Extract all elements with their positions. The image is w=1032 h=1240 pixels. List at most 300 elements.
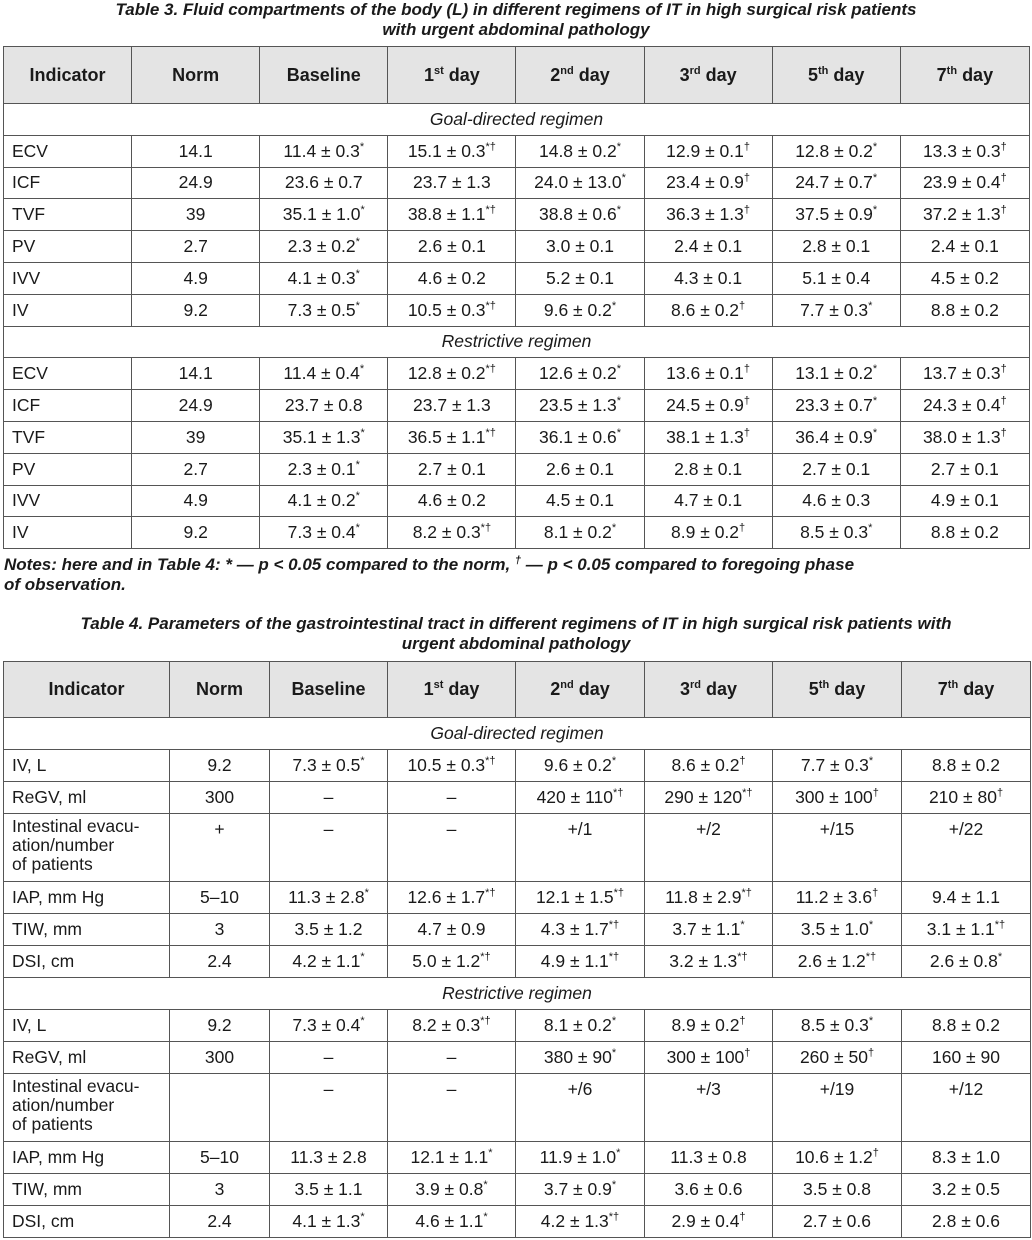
- table-cell: [516, 167, 644, 199]
- cell-significance-mark: *: [360, 755, 365, 768]
- table-row: [4, 358, 1030, 390]
- cell-value: 4.5 ± 0.1: [546, 490, 614, 511]
- row-indicator-line: Intestinal evacu-: [12, 1076, 140, 1096]
- section-title: Restrictive regimen: [4, 326, 1030, 358]
- table-cell: [772, 135, 900, 167]
- cell-value: 12.6 ± 0.2: [538, 363, 617, 384]
- table-row: [4, 1010, 1031, 1042]
- table-cell: [772, 294, 900, 326]
- cell-value: 36.1 ± 0.6: [538, 426, 617, 447]
- cell-value: 12.6 ± 1.7: [407, 887, 486, 907]
- table-cell: [900, 262, 1029, 294]
- column-header-suffix: rd: [689, 64, 701, 77]
- table-cell: [772, 199, 900, 231]
- column-header-after: day: [700, 64, 737, 85]
- cell-significance-mark: †: [743, 395, 751, 408]
- cell-significance-mark: †: [1000, 395, 1007, 408]
- cell-significance-mark: *†: [608, 951, 620, 964]
- row-indicator: ICF: [4, 167, 132, 199]
- table-cell: [645, 1042, 773, 1074]
- column-header: [645, 662, 773, 718]
- table-cell: [388, 1010, 516, 1042]
- table-row: [4, 294, 1030, 326]
- row-indicator: ICF: [4, 390, 132, 422]
- cell-significance-mark: †: [739, 1211, 746, 1224]
- cell-significance-mark: *: [616, 427, 621, 440]
- table-cell: [773, 1206, 902, 1238]
- cell-value: 300: [204, 1047, 235, 1067]
- cell-significance-mark: *: [488, 1147, 493, 1160]
- table-cell: [270, 750, 388, 782]
- cell-value: 13.1 ± 0.2: [795, 363, 873, 384]
- cell-value: 9.4 ± 1.1: [932, 887, 1000, 907]
- cell-significance-mark: †: [743, 363, 751, 376]
- cell-value: 36.5 ± 1.1: [407, 426, 486, 447]
- cell-value: 24.5 ± 0.9: [666, 395, 744, 416]
- cell-significance-mark: *: [359, 140, 365, 153]
- cell-value: 38.1 ± 1.3: [666, 426, 744, 447]
- cell-significance-mark: †: [743, 140, 751, 153]
- cell-significance-mark: †: [872, 787, 879, 800]
- notes-dagger: †: [514, 554, 522, 567]
- cell-significance-mark: *: [616, 395, 621, 408]
- table-cell: [644, 167, 772, 199]
- cell-significance-mark: *: [740, 919, 745, 932]
- table-cell: [900, 231, 1029, 263]
- cell-significance-mark: *: [868, 919, 874, 932]
- cell-value: 8.6 ± 0.2: [671, 299, 740, 320]
- table-cell: [516, 782, 645, 814]
- cell-significance-mark: *†: [741, 887, 752, 900]
- column-header-text: 3: [679, 679, 690, 699]
- cell-value: 3.2 ± 0.5: [932, 1179, 1000, 1199]
- table-cell: [388, 882, 516, 914]
- cell-significance-mark: *: [360, 427, 365, 440]
- cell-value: 11.3 ± 0.8: [670, 1147, 747, 1167]
- table-cell: [773, 814, 902, 882]
- table-cell: [170, 1074, 270, 1142]
- column-header: [773, 662, 902, 718]
- cell-value: 24.9: [178, 395, 213, 416]
- table-row: [4, 914, 1031, 946]
- cell-value: –: [446, 819, 457, 839]
- table-cell: [773, 1010, 902, 1042]
- notes-line1: [4, 555, 1004, 575]
- cell-significance-mark: *: [355, 490, 360, 503]
- cell-value: 2.6 ± 0.8: [929, 951, 998, 971]
- table-cell: [900, 421, 1029, 453]
- column-header-suffix: nd: [560, 679, 574, 691]
- table-cell: [773, 1074, 902, 1142]
- row-indicator-line: ation/number: [12, 1095, 115, 1115]
- table-cell: [170, 1042, 270, 1074]
- table-cell: [388, 1074, 516, 1142]
- cell-value: 13.7 ± 0.3: [922, 363, 1001, 384]
- cell-value: 420 ± 110: [536, 787, 614, 807]
- table-row: [4, 1142, 1031, 1174]
- table-cell: [260, 135, 388, 167]
- cell-value: 3.5 ± 1.0: [800, 919, 869, 939]
- cell-value: 4.9 ± 0.1: [930, 490, 999, 511]
- column-header-suffix: nd: [560, 64, 574, 77]
- column-header-text: 3: [679, 64, 690, 85]
- cell-value: 4.9: [183, 267, 208, 288]
- table-cell: [644, 294, 772, 326]
- cell-value: +/19: [819, 1079, 855, 1099]
- section-row: [4, 104, 1030, 136]
- cell-value: 5.0 ± 1.2: [412, 951, 481, 971]
- cell-value: 2.4: [207, 1211, 232, 1231]
- column-header-suffix: th: [818, 679, 830, 691]
- cell-value: 37.2 ± 1.3: [922, 204, 1001, 225]
- cell-significance-mark: †: [739, 522, 746, 535]
- cell-value: 8.8 ± 0.2: [930, 299, 999, 320]
- row-indicator: ECV: [4, 135, 132, 167]
- cell-significance-mark: *: [872, 395, 878, 408]
- table-cell: [902, 946, 1031, 978]
- table-cell: [388, 421, 516, 453]
- cell-value: 24.3 ± 0.4: [922, 395, 1001, 416]
- cell-significance-mark: *: [621, 172, 626, 185]
- column-header: [388, 47, 516, 104]
- notes-text-b: — p < 0.05 compared to foregoing phase: [521, 555, 855, 574]
- table-cell: [132, 135, 260, 167]
- table-cell: [644, 485, 772, 517]
- row-indicator: IV: [4, 517, 132, 549]
- column-header: [772, 47, 900, 104]
- table-cell: [388, 914, 516, 946]
- cell-significance-mark: *†: [485, 887, 496, 900]
- cell-value: 9.2: [207, 1015, 232, 1035]
- cell-value: 4.1 ± 0.2: [287, 490, 356, 511]
- table-cell: [132, 421, 260, 453]
- cell-significance-mark: †: [743, 427, 751, 440]
- table-cell: [645, 882, 773, 914]
- table-cell: [645, 914, 773, 946]
- cell-value: 38.0 ± 1.3: [922, 426, 1001, 447]
- cell-value: 3.6 ± 0.6: [674, 1179, 743, 1199]
- table-cell: [270, 914, 388, 946]
- column-header-text: Baseline: [286, 64, 361, 85]
- cell-value: 380 ± 90: [543, 1047, 612, 1067]
- cell-significance-mark: *: [483, 1179, 488, 1192]
- cell-value: 4.7 ± 0.1: [674, 490, 743, 511]
- cell-value: 2.7: [183, 458, 208, 479]
- table-cell: [260, 358, 388, 390]
- table4-caption: [0, 614, 1032, 654]
- cell-significance-mark: *†: [613, 787, 624, 800]
- cell-significance-mark: *: [355, 268, 360, 281]
- table-cell: [773, 1174, 902, 1206]
- row-indicator: TVF: [4, 421, 132, 453]
- table-cell: [260, 453, 388, 485]
- cell-value: 210 ± 80: [928, 787, 997, 807]
- cell-significance-mark: *†: [480, 522, 492, 535]
- column-header-text: Norm: [195, 679, 243, 699]
- row-indicator: DSI, cm: [4, 946, 170, 978]
- column-header: [516, 47, 644, 104]
- table-cell: [388, 262, 516, 294]
- cell-value: –: [323, 1079, 334, 1099]
- table-cell: [170, 882, 270, 914]
- cell-value: 24.7 ± 0.7: [795, 172, 873, 193]
- cell-value: 8.8 ± 0.2: [932, 1015, 1000, 1035]
- table-cell: [516, 1074, 645, 1142]
- cell-significance-mark: †: [1000, 427, 1007, 440]
- table-cell: [132, 262, 260, 294]
- cell-value: 9.6 ± 0.2: [543, 299, 612, 320]
- table-cell: [516, 1142, 645, 1174]
- table-cell: [902, 1010, 1031, 1042]
- cell-value: 11.3 ± 2.8: [290, 1147, 367, 1167]
- cell-value: 3: [214, 1179, 225, 1199]
- cell-value: 11.9 ± 1.0: [539, 1147, 617, 1167]
- column-header: [170, 662, 270, 718]
- cell-value: 8.2 ± 0.3: [412, 522, 481, 543]
- table-cell: [388, 485, 516, 517]
- cell-value: 5–10: [200, 1147, 239, 1167]
- table-cell: [902, 1206, 1031, 1238]
- row-indicator: DSI, cm: [4, 1206, 170, 1238]
- table-cell: [645, 1074, 773, 1142]
- table-cell: [132, 231, 260, 263]
- cell-significance-mark: *: [872, 363, 878, 376]
- cell-significance-mark: *†: [485, 204, 496, 217]
- cell-value: +: [214, 819, 225, 839]
- table-cell: [900, 390, 1029, 422]
- cell-value: 4.1 ± 0.3: [287, 267, 356, 288]
- table-cell: [644, 358, 772, 390]
- cell-significance-mark: *†: [608, 919, 620, 932]
- table-cell: [516, 294, 644, 326]
- table-cell: [644, 517, 772, 549]
- cell-value: 3.7 ± 1.1: [672, 919, 741, 939]
- row-indicator: TIW, mm: [4, 1174, 170, 1206]
- table-cell: [645, 782, 773, 814]
- column-header-after: day: [573, 679, 610, 699]
- cell-value: 10.5 ± 0.3: [407, 299, 486, 320]
- column-header-suffix: th: [946, 64, 958, 77]
- table-cell: [900, 453, 1029, 485]
- cell-significance-mark: *: [360, 1015, 365, 1028]
- cell-value: 2.4: [207, 951, 232, 971]
- cell-value: 4.2 ± 1.1: [292, 951, 361, 971]
- cell-value: 35.1 ± 1.0: [282, 204, 361, 225]
- column-header-text: 1: [423, 64, 434, 85]
- row-indicator: PV: [4, 231, 132, 263]
- table-cell: [270, 814, 388, 882]
- cell-value: 13.6 ± 0.1: [666, 363, 744, 384]
- column-header-text: Baseline: [291, 679, 366, 699]
- table-cell: [773, 1042, 902, 1074]
- cell-value: 3.5 ± 1.2: [294, 919, 363, 939]
- cell-value: 2.7 ± 0.1: [802, 458, 871, 479]
- cell-value: 3.0 ± 0.1: [546, 236, 614, 257]
- table-cell: [772, 421, 900, 453]
- section-row: [4, 978, 1031, 1010]
- cell-value: 23.7 ± 1.3: [413, 172, 491, 193]
- cell-significance-mark: *†: [485, 140, 496, 153]
- cell-value: +/15: [819, 819, 855, 839]
- table-cell: [644, 421, 772, 453]
- cell-significance-mark: †: [872, 887, 879, 900]
- table-cell: [900, 199, 1029, 231]
- column-header: [4, 47, 132, 104]
- table-cell: [516, 914, 645, 946]
- cell-value: 4.3 ± 1.7: [540, 919, 609, 939]
- cell-value: –: [323, 819, 334, 839]
- cell-significance-mark: *†: [485, 427, 496, 440]
- cell-value: 3.5 ± 0.8: [803, 1179, 871, 1199]
- table-cell: [773, 882, 902, 914]
- cell-significance-mark: *†: [608, 1211, 620, 1224]
- cell-value: 2.4 ± 0.1: [674, 236, 743, 257]
- column-header: [516, 662, 645, 718]
- cell-value: 4.3 ± 0.1: [674, 267, 743, 288]
- table-cell: [902, 1074, 1031, 1142]
- table-cell: [270, 882, 388, 914]
- cell-significance-mark: *: [611, 299, 617, 312]
- cell-value: 23.9 ± 0.4: [922, 172, 1001, 193]
- table-cell: [132, 167, 260, 199]
- table4-body: [4, 718, 1031, 1238]
- cell-value: 4.7 ± 0.9: [417, 919, 486, 939]
- cell-significance-mark: †: [739, 1015, 746, 1028]
- column-header: [902, 662, 1031, 718]
- column-header-after: day: [957, 64, 994, 85]
- cell-value: 8.3 ± 1.0: [932, 1147, 1000, 1167]
- cell-value: 11.2 ± 3.6: [795, 887, 873, 907]
- table-cell: [388, 946, 516, 978]
- cell-significance-mark: *: [360, 951, 365, 964]
- table3-caption: [0, 0, 1032, 40]
- cell-value: 12.1 ± 1.1: [410, 1147, 489, 1167]
- row-indicator: IVV: [4, 485, 132, 517]
- cell-value: +/22: [948, 819, 984, 839]
- cell-significance-mark: *: [364, 887, 369, 900]
- cell-value: 4.6 ± 0.2: [417, 267, 486, 288]
- table-cell: [902, 750, 1031, 782]
- table-cell: [644, 199, 772, 231]
- table-cell: [902, 1042, 1031, 1074]
- cell-value: 2.7 ± 0.1: [930, 458, 999, 479]
- cell-value: +/1: [567, 819, 593, 839]
- cell-value: 8.5 ± 0.3: [800, 522, 869, 543]
- table-cell: [516, 421, 644, 453]
- cell-significance-mark: *: [483, 1211, 488, 1224]
- cell-significance-mark: *: [355, 236, 360, 249]
- column-header-after: day: [443, 679, 480, 699]
- table-cell: [902, 882, 1031, 914]
- row-indicator: IV: [4, 294, 132, 326]
- cell-significance-mark: *: [355, 299, 360, 312]
- cell-value: 290 ± 120: [664, 787, 743, 807]
- table-cell: [388, 1142, 516, 1174]
- table-cell: [772, 390, 900, 422]
- cell-value: 24.0 ± 13.0: [534, 172, 622, 193]
- cell-value: 4.2 ± 1.3: [540, 1211, 609, 1231]
- cell-significance-mark: †: [1000, 140, 1007, 153]
- table-cell: [270, 1142, 388, 1174]
- table-cell: [132, 517, 260, 549]
- table-row: [4, 199, 1030, 231]
- cell-value: 23.7 ± 0.8: [284, 395, 363, 416]
- column-header-after: day: [700, 679, 738, 699]
- cell-significance-mark: †: [1000, 172, 1007, 185]
- table-cell: [170, 1174, 270, 1206]
- cell-value: 12.9 ± 0.1: [666, 140, 744, 161]
- table-cell: [270, 1010, 388, 1042]
- table3-body: [4, 104, 1030, 549]
- row-indicator: ECV: [4, 358, 132, 390]
- table-cell: [902, 814, 1031, 882]
- row-indicator: [4, 1074, 170, 1142]
- cell-value: 9.2: [207, 755, 232, 775]
- table-cell: [644, 453, 772, 485]
- cell-value: 4.6 ± 1.1: [415, 1211, 484, 1231]
- cell-value: 23.7 ± 1.3: [413, 395, 491, 416]
- table-cell: [902, 914, 1031, 946]
- table-cell: [900, 135, 1029, 167]
- cell-significance-mark: †: [744, 1047, 751, 1060]
- cell-value: 7.3 ± 0.5: [292, 755, 361, 775]
- table-cell: [772, 517, 900, 549]
- cell-value: 12.8 ± 0.2: [407, 363, 486, 384]
- table-cell: [772, 358, 900, 390]
- cell-significance-mark: *: [868, 755, 874, 768]
- cell-value: 15.1 ± 0.3: [407, 140, 486, 161]
- table-cell: [132, 199, 260, 231]
- table-cell: [516, 453, 644, 485]
- cell-significance-mark: *†: [480, 1015, 491, 1028]
- table-cell: [516, 199, 644, 231]
- cell-value: 4.9 ± 1.1: [540, 951, 609, 971]
- cell-value: 14.1: [178, 140, 213, 161]
- cell-value: 5–10: [200, 887, 239, 907]
- cell-value: 3: [214, 919, 225, 939]
- table-cell: [260, 231, 388, 263]
- row-indicator: ReGV, ml: [4, 782, 170, 814]
- cell-significance-mark: †: [743, 204, 751, 217]
- column-header-suffix: rd: [689, 679, 701, 691]
- cell-value: 3.9 ± 0.8: [415, 1179, 484, 1199]
- table-cell: [270, 1174, 388, 1206]
- cell-value: 2.7 ± 0.6: [803, 1211, 871, 1231]
- column-header-text: 5: [807, 64, 818, 85]
- row-indicator: IVV: [4, 262, 132, 294]
- table-cell: [170, 1142, 270, 1174]
- table-row: [4, 517, 1030, 549]
- table-cell: [170, 914, 270, 946]
- table-cell: [388, 1206, 516, 1238]
- table-cell: [260, 262, 388, 294]
- cell-value: 300 ± 100: [795, 787, 873, 807]
- cell-value: 13.3 ± 0.3: [922, 140, 1001, 161]
- table-cell: [516, 231, 644, 263]
- column-header: [644, 47, 772, 104]
- cell-value: –: [446, 1079, 457, 1099]
- column-header: [260, 47, 388, 104]
- table-cell: [516, 814, 645, 882]
- cell-value: 11.4 ± 0.3: [283, 140, 360, 161]
- table-cell: [644, 262, 772, 294]
- cell-value: 2.3 ± 0.1: [287, 458, 356, 479]
- cell-value: 7.3 ± 0.4: [287, 522, 356, 543]
- cell-value: 23.5 ± 1.3: [538, 395, 617, 416]
- table-cell: [260, 167, 388, 199]
- cell-significance-mark: *†: [994, 919, 1006, 932]
- table-cell: [270, 1042, 388, 1074]
